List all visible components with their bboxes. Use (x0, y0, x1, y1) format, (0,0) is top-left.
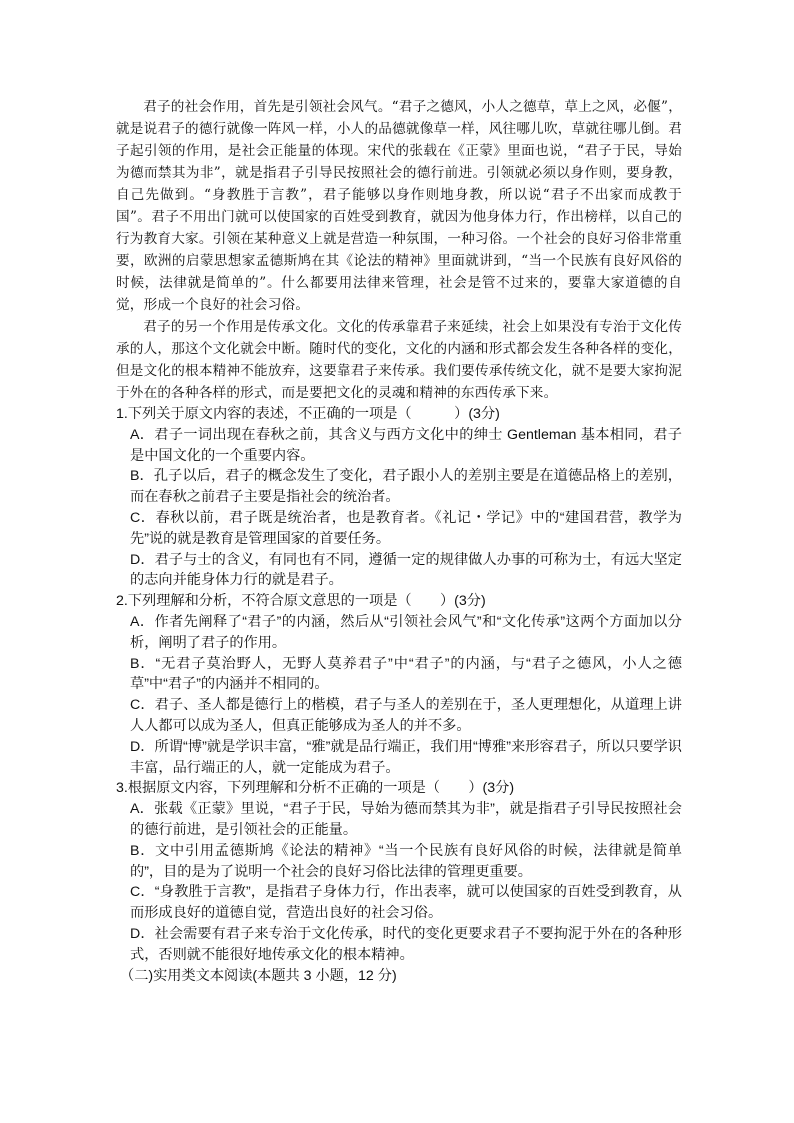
question-2-option-a: A．作者先阐释了“君子”的内涵，然后从“引领社会风气”和“文化传承”这两个方面加以分析，阐明了君子的作用。 (130, 613, 682, 651)
section-heading: （二)实用类文本阅读(本题共 3 小题，12 分) (120, 967, 397, 984)
passage-paragraph-1: 君子的社会作用，首先是引领社会风气。“君子之德风，小人之德草，草上之风，必偃”，就是说君子的德行就像一阵风一样，小人的品德就像草一样，风往哪儿吹，草就往哪儿倒。君子起引领的作用，是社会正能量的体现。宋代的张载在《正蒙》里面也说，“君子于民，导始为德而禁其为非”，就是指君子引导民按照社会的德行前进。引领就必须以身作则，要身教，自己先做到。“身教胜于言教”，君子能够以身作则地身教，所以说“君子不出家而成教于国”。君子不用出门就可以使国家的百姓受到教育，就因为他身体力行，作出榜样，以自己的行为教育大家。引领在某种意义上就是营造一种氛围，一种习俗。一个社会的良好习俗非常重要，欧洲的启蒙思想家孟德斯鸠在其《论法的精神》里面就讲到，“当一个民族有良好风俗的时候，法律就是简单的”。什么都要用法律来管理，社会是管不过来的，要靠大家道德的自觉，形成一个良好的社会习俗。 (116, 99, 682, 313)
question-1-option-a: A．君子一词出现在春秋之前，其含义与西方文化中的绅士 Gentleman 基本相同，君子是中国文化的一个重要内容。 (130, 426, 682, 464)
question-1-option-c: C．春秋以前，君子既是统治者，也是教育者。《礼记・学记》中的“建国君营，教学为先”说的就是教育是管理国家的首要任务。 (130, 509, 682, 547)
question-3-option-c: C．“身教胜于言教”，是指君子身体力行，作出表率，就可以使国家的百姓受到教育，从而形成良好的道德自觉，营造出良好的社会习俗。 (130, 884, 682, 922)
question-3 (116, 778, 682, 965)
question-3-option-b: B．文中引用孟德斯鸠《论法的精神》“当一个民族有良好风俗的时候，法律就是简单的”，目的是为了说明一个社会的良好习俗比法律的管理更重要。 (130, 842, 682, 880)
question-2-option-d: D．所谓“博”就是学识丰富，“雅”就是品行端正，我们用“博雅”来形容君子，所以只要学识丰富，品行端正的人，就一定能成为君子。 (130, 738, 682, 776)
passage-paragraph-2: 君子的另一个作用是传承文化。文化的传承靠君子来延续，社会上如果没有专治于文化传承的人，那这个文化就会中断。随时代的变化，文化的内涵和形式都会发生各种各样的变化，但是文化的根本精神不能放弃，这要靠君子来传承。我们要传承传统文化，就不是要大家拘泥于外在的各种各样的形式，而是要把文化的灵魂和精神的东西传承下来。 (116, 319, 682, 401)
question-1-option-d: D．君子与士的含义，有同也有不同，遵循一定的规律做人办事的可称为士，有远大坚定的志向并能身体力行的就是君子。 (130, 551, 682, 589)
question-1-stem: 1.下列关于原文内容的表述，不正确的一项是（ ）(3分) (116, 406, 500, 422)
question-2 (116, 591, 682, 778)
question-3-stem: 3.根据原文内容，下列理解和分析不正确的一项是（ ）(3分) (116, 780, 515, 797)
question-1-option-b: B．孔子以后，君子的概念发生了变化，君子跟小人的差别主要是在道德品格上的差别，而在春秋之前君子主要是指社会的统治者。 (130, 468, 682, 506)
question-3-option-a: A．张载《正蒙》里说，“君子于民，导始为德而禁其为非”，就是指君子引导民按照社会的德行前进，是引领社会的正能量。 (130, 801, 682, 838)
question-2-option-b: B．“无君子莫治野人，无野人莫养君子”中“君子”的内涵，与“君子之德风，小人之德草”中“君子”的内涵并不相同的。 (130, 655, 682, 693)
question-2-stem: 2.下列理解和分析，不符合原文意思的一项是（ ）(3分) (116, 593, 486, 610)
question-3-option-d: D．社会需要有君子来专治于文化传承，时代的变化更要求君子不要拘泥于外在的各种形式，否则就不能很好地传承文化的根本精神。 (130, 925, 682, 963)
question-1 (116, 404, 682, 591)
passage (116, 96, 682, 404)
exam-page (116, 96, 682, 986)
question-2-option-c: C．君子、圣人都是德行上的楷模，君子与圣人的差别在于，圣人更理想化，从道理上讲人人都可以成为圣人，但真正能够成为圣人的并不多。 (130, 697, 682, 734)
